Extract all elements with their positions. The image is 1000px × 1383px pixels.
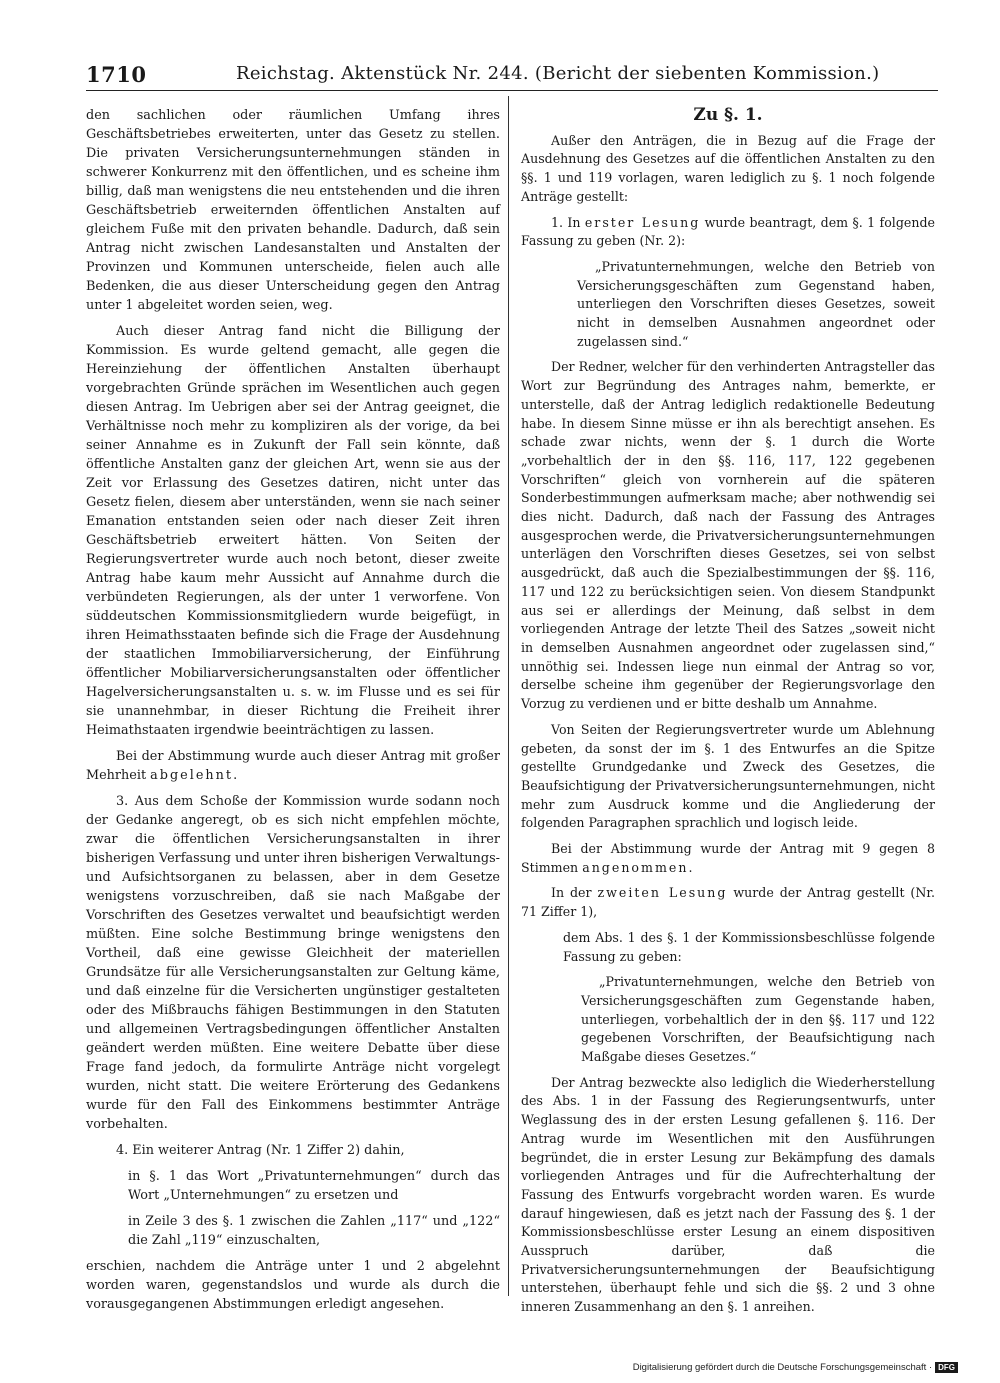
- text-run: Bei der Abstimmung wurde der Antrag mit 9 gegen 8 Stimmen: [521, 841, 935, 875]
- digitization-credit: [633, 1362, 958, 1373]
- emphasis: zweiten Lesung: [597, 885, 728, 901]
- column-divider: [508, 96, 509, 1296]
- quotation: „Privatunternehmungen, welche den Betrieb von Versicherungsgeschäften zum Gegenstande haben, unterliegen, vorbehaltlich der in den §§. 117 und 122 gegebenen Vorschriften, der Beaufsichtigung nach Maßgabe dieses Gesetzes.“: [581, 974, 935, 1065]
- paragraph: 3. Aus dem Schoße der Kommission wurde sodann noch der Gedanke angeregt, ob es sich nicht empfehlen möchte, zwar die öffentlichen Versicherungsanstalten in ihrer bisherigen Verfassung und unter ihren bisherigen Verwaltungs- und Aufsichtsorganen zu belassen, aber in dem Gesetze wenigstens vorzuschreiben, daß sie nach Maßgabe der Vorschriften des Gesetzes verwaltet und beaufsichtigt werden müßten. Eine solche Bestimmung bringe wenigstens den Vortheil, daß eine gewisse Gleichheit der materiellen Grundsätze für alle Versicherungsanstalten zur Geltung käme, und daß einzelne für die Versicherten ungünstiger gestalteten oder des Mißbrauchs fähigen Bestimmungen in den Statuten und allgemeinen Vertragsbedingungen öffentlicher Anstalten geändert werden müßten. Eine weitere Debatte über diese Frage fand jedoch, da formulirte Anträge nicht vorgelegt wurden, nicht statt. Die weitere Erörterung des Gedankens wurde für den Fall des Einkommens bestimmter Anträge vorbehalten.: [86, 794, 500, 1132]
- list-item: in §. 1 das Wort „Privatunternehmungen“ durch das Wort „Unternehmungen“ zu ersetzen und: [128, 1169, 500, 1203]
- text-run: Bei der Abstimmung wurde auch dieser Antrag mit großer Mehrheit: [86, 749, 500, 783]
- text-run: .: [233, 768, 238, 783]
- emphasis: angenommen: [582, 859, 689, 875]
- paragraph: erschien, nachdem die Anträge unter 1 und 2 abgelehnt worden waren, gegenstandslos und wurde als durch die vorausgegangenen Abstimmungen erledigt angesehen.: [86, 1259, 500, 1312]
- text-run: In der: [551, 885, 592, 901]
- quotation: „Privatunternehmungen, welche den Betrieb von Versicherungsgeschäften zum Gegenstand haben, unterliegen den Vorschriften dieses Gesetzes, soweit nicht in demselben Ausnahmen angeordnet oder zugelassen sind.“: [577, 258, 935, 349]
- paragraph: Der Antrag bezweckte also lediglich die Wiederherstellung des Abs. 1 in der Fassung des Regierungsentwurfs, unter Weglassung des in der ersten Lesung gefallenen §. 116. Der Antrag wurde im Wesentlichen mit den Ausführungen begründet, die in erster Lesung zur Bekämpfung des damals vorliegenden Antrages und für die Aufrechterhaltung der Fassung des Entwurfs vorgebracht worden waren. Es wurde darauf hingewiesen, daß es jetzt nach der Fassung des §. 1 der Kommissionsbeschlüsse erster Lesung an einem dispositiven Ausspruch darüber, daß die Privatversicherungsunternehmungen der Beaufsichtigung unterstehen, überhaupt fehle und sich die §§. 2 und 3 ohne inneren Zusammenhang an den §. 1 anreihen.: [521, 1074, 935, 1315]
- right-column: [521, 106, 935, 1324]
- paragraph: [521, 214, 935, 251]
- text-run: 1. In: [551, 214, 581, 230]
- text-run: .: [688, 859, 693, 875]
- list-item: dem Abs. 1 des §. 1 der Kommissionsbeschlüsse folgende Fassung zu geben:: [563, 929, 935, 964]
- paragraph: 4. Ein weiterer Antrag (Nr. 1 Ziffer 2) dahin,: [116, 1143, 405, 1158]
- paragraph: Der Redner, welcher für den verhinderten Antragsteller das Wort zur Begründung des Antrages nahm, bemerkte, er unterstelle, daß der Antrag lediglich redaktionelle Bedeutung habe. In diesem Sinne müsse er ihn als berechtigt ansehen. Es schade zwar nichts, wenn der §. 1 durch die Worte „vorbehaltlich der in den §§. 116, 117, 122 gegebenen Vorschriften“ gleich von vornherein auf die späteren Sonderbestimmungen aufmerksam mache; aber nothwendig sei dies nicht. Dadurch, daß nach der Fassung des Antrages ausgesprochen werde, die Privatversicherungsunternehmungen unterlägen den Vorschriften dieses Gesetzes, sei von selbst ausgedrückt, daß auch die Spezialbestimmungen der §§. 116, 117 und 122 zu berücksichtigen seien. Von diesem Standpunkt aus sei er allerdings der Meinung, daß selbst in dem vorliegenden Antrage der letzte Theil des Satzes „soweit nicht in demselben Ausnahmen angeordnet oder zugelassen sind,“ unnöthig sei. Indessen liege nun einmal der Antrag so vor, derselbe scheine ihm gegenüber der Regierungsvorlage den Vorzug zu verdienen und er bitte deshalb um Annahme.: [521, 359, 935, 712]
- paragraph: Von Seiten der Regierungsvertreter wurde um Ablehnung gebeten, da sonst der im §. 1 des Entwurfes an die Spitze gestellte Grundgedanke und Zweck des Gesetzes, die Beaufsichtigung der Privatversicherungsunternehmungen, nicht mehr zum Ausdruck komme und die Angliederung der folgenden Paragraphen sprachlich und logisch leide.: [521, 721, 935, 831]
- page-header: [86, 60, 938, 91]
- paragraph: Außer den Anträgen, die in Bezug auf die Frage der Ausdehnung des Gesetzes auf die öffentlichen Anstalten zu den §§. 1 und 119 vorlagen, waren lediglich zu §. 1 noch folgende Anträge gestellt:: [521, 132, 935, 204]
- list-item: in Zeile 3 des §. 1 zwischen die Zahlen „117“ und „122“ die Zahl „119“ einzuschalten,: [128, 1214, 500, 1248]
- paragraph: Auch dieser Antrag fand nicht die Billigung der Kommission. Es wurde geltend gemacht, alle gegen die Hereinziehung der öffentlichen Anstalten überhaupt vorgebrachten Gründe sprächen im Wesentlichen auch gegen diesen Antrag. Im Uebrigen aber sei der Antrag geeignet, die Verhältnisse noch mehr zu kompliziren als der vorige, da bei seiner Annahme es in Zukunft der Fall sein könnte, daß öffentliche Anstalten ganz der gleichen Art, wenn sie aus der Zeit vor Erlassung des Gesetzes datiren, nicht unter das Gesetz fielen, diesem aber unterständen, wenn sie nach seiner Emanation entstanden seien oder nach dieser Zeit ihren Geschäftsbetrieb erweitert hätten. Von Seiten der Regierungsvertreter wurde auch noch betont, dieser zweite Antrag habe kaum mehr Aussicht auf Annahme durch die verbündeten Regierungen, als der unter 1 verworfene. Von süddeutschen Kommissionsmitgliedern wurde beigefügt, in ihren Heimathsstaaten befinde sich die Frage der Ausdehnung der staatlichen Immobiliarversicherung, der Einführung öffentlicher Mobiliarversicherungsanstalten oder öffentlicher Hagelversicherungsanstalten u. s. w. im Flusse und es sei für sie unannehmbar, in dieser Richtung die Freiheit ihrer Heimathstaaten irgendwie beeinträchtigen zu lassen.: [86, 324, 500, 738]
- dfg-logo: DFG: [935, 1362, 958, 1373]
- left-column: [86, 106, 500, 1321]
- text-run: wurde beantragt, dem §. 1 folgende Fassung zu geben (Nr. 2):: [521, 214, 935, 249]
- page-number: 1710: [86, 62, 147, 87]
- emphasis: erster Lesung: [584, 214, 701, 230]
- text-run: wurde der Antrag gestellt (Nr. 71 Ziffer 1),: [521, 885, 936, 920]
- emphasis: abgelehnt: [150, 768, 234, 783]
- paragraph: [86, 747, 500, 785]
- credit-text: Digitalisierung gefördert durch die Deutsche Forschungsgemeinschaft ·: [632, 1362, 933, 1373]
- section-heading: Zu §. 1.: [693, 105, 763, 125]
- paragraph: [521, 840, 935, 877]
- paragraph: [521, 884, 935, 921]
- running-title: Reichstag. Aktenstück Nr. 244. (Bericht der siebenten Kommission.): [236, 63, 880, 84]
- paragraph: den sachlichen oder räumlichen Umfang ihres Geschäftsbetriebes erweiterten, unter das Gesetz zu stellen. Die privaten Versicherungsunternehmungen ständen in schwerer Konkurrenz mit den öffentlichen, und es scheine ihm billig, daß man wenigstens die neu entstehenden und die ihren Geschäftsbetrieb erweiternden öffentlichen Anstalten auf gleichem Fuße mit den privaten behandle. Dadurch, daß sein Antrag nicht zwischen Landesanstalten und Anstalten der Provinzen und Kommunen unterscheide, fielen auch alle Bedenken, die aus dieser Unterscheidung gegen den Antrag unter 1 abgeleitet worden seien, weg.: [86, 108, 500, 313]
